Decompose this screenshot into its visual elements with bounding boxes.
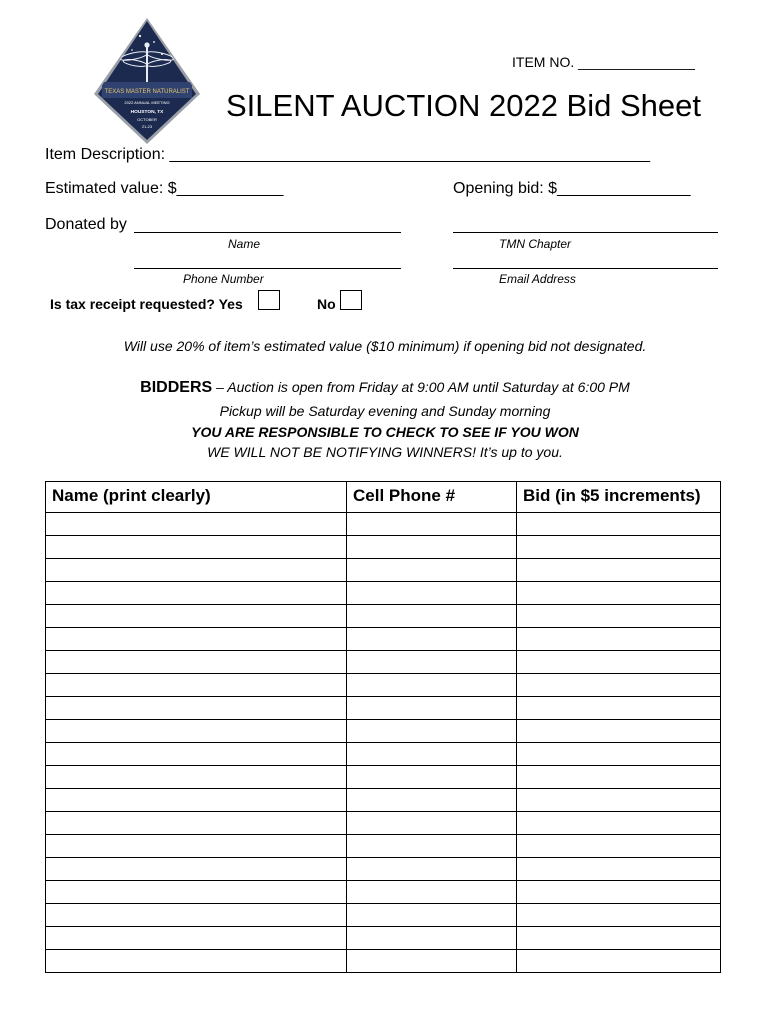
default-bid-note: Will use 20% of item’s estimated value ($10 minimum) if opening bid not designated. xyxy=(123,338,647,354)
bid-amount-cell[interactable] xyxy=(517,513,721,536)
bid-table-header xyxy=(46,482,721,513)
item-description-field[interactable]: Item Description: ______________________________________________________ xyxy=(45,146,650,163)
tmn-chapter-line[interactable] xyxy=(453,232,718,233)
tax-question-label: Is tax receipt requested? xyxy=(50,296,215,312)
bid-name-cell[interactable] xyxy=(46,904,347,927)
bid-phone-cell[interactable] xyxy=(347,743,517,766)
bid-amount-cell[interactable] xyxy=(517,720,721,743)
bid-phone-cell[interactable] xyxy=(347,536,517,559)
column-header-cell-phone: Cell Phone # xyxy=(347,482,517,513)
bid-amount-cell[interactable] xyxy=(517,950,721,973)
table-row xyxy=(46,513,721,536)
table-row xyxy=(46,720,721,743)
phone-number-line[interactable] xyxy=(134,268,401,269)
bid-phone-cell[interactable] xyxy=(347,766,517,789)
svg-text:HOUSTON, TX: HOUSTON, TX xyxy=(130,110,164,115)
bid-name-cell[interactable] xyxy=(46,789,347,812)
bid-amount-cell[interactable] xyxy=(517,766,721,789)
column-header-bid: Bid (in $5 increments) xyxy=(517,482,721,513)
svg-text:21-23: 21-23 xyxy=(141,124,153,129)
bid-name-cell[interactable] xyxy=(46,674,347,697)
bid-amount-cell[interactable] xyxy=(517,881,721,904)
bid-name-cell[interactable] xyxy=(46,950,347,973)
table-row xyxy=(46,766,721,789)
bid-phone-cell[interactable] xyxy=(347,697,517,720)
pickup-note: Pickup will be Saturday evening and Sunday morning xyxy=(219,403,551,419)
bid-amount-cell[interactable] xyxy=(517,904,721,927)
bid-amount-cell[interactable] xyxy=(517,927,721,950)
bid-amount-cell[interactable] xyxy=(517,536,721,559)
bid-amount-cell[interactable] xyxy=(517,651,721,674)
bid-name-cell[interactable] xyxy=(46,881,347,904)
bid-amount-cell[interactable] xyxy=(517,605,721,628)
bid-name-cell[interactable] xyxy=(46,927,347,950)
bidders-label: BIDDERS xyxy=(140,379,213,396)
bid-amount-cell[interactable] xyxy=(517,858,721,881)
table-row xyxy=(46,835,721,858)
email-address-line[interactable] xyxy=(453,268,718,269)
table-row xyxy=(46,697,721,720)
bid-phone-cell[interactable] xyxy=(347,605,517,628)
table-row xyxy=(46,582,721,605)
bid-amount-cell[interactable] xyxy=(517,559,721,582)
bid-name-cell[interactable] xyxy=(46,651,347,674)
bid-name-cell[interactable] xyxy=(46,720,347,743)
estimated-value-field[interactable]: Estimated value: $____________ xyxy=(45,180,284,197)
bid-amount-cell[interactable] xyxy=(517,812,721,835)
bid-name-cell[interactable] xyxy=(46,743,347,766)
tax-receipt-question xyxy=(50,296,243,312)
table-row xyxy=(46,743,721,766)
tax-no-checkbox[interactable] xyxy=(340,290,362,310)
tax-no-label: No xyxy=(317,296,336,312)
table-row xyxy=(46,927,721,950)
bid-phone-cell[interactable] xyxy=(347,582,517,605)
bid-phone-cell[interactable] xyxy=(347,513,517,536)
table-row xyxy=(46,674,721,697)
table-row xyxy=(46,950,721,973)
bid-table xyxy=(45,481,721,973)
bid-amount-cell[interactable] xyxy=(517,789,721,812)
donated-by-label: Donated by xyxy=(45,216,127,233)
bid-phone-cell[interactable] xyxy=(347,858,517,881)
bid-name-cell[interactable] xyxy=(46,766,347,789)
page-title: SILENT AUCTION 2022 Bid Sheet xyxy=(226,88,701,123)
bid-name-cell[interactable] xyxy=(46,582,347,605)
item-number-field[interactable]: ITEM NO. _______________ xyxy=(512,54,695,70)
bid-amount-cell[interactable] xyxy=(517,628,721,651)
responsible-note: YOU ARE RESPONSIBLE TO CHECK TO SEE IF YOU WON xyxy=(191,424,579,440)
donor-name-line[interactable] xyxy=(134,232,401,233)
svg-text:OCTOBER: OCTOBER xyxy=(137,117,157,122)
bid-phone-cell[interactable] xyxy=(347,559,517,582)
bid-name-cell[interactable] xyxy=(46,835,347,858)
svg-text:2022 ANNUAL MEETING: 2022 ANNUAL MEETING xyxy=(124,100,170,105)
bid-phone-cell[interactable] xyxy=(347,812,517,835)
table-row xyxy=(46,559,721,582)
bid-name-cell[interactable] xyxy=(46,812,347,835)
table-row xyxy=(46,651,721,674)
bid-name-cell[interactable] xyxy=(46,536,347,559)
bid-phone-cell[interactable] xyxy=(347,927,517,950)
bid-amount-cell[interactable] xyxy=(517,674,721,697)
bid-phone-cell[interactable] xyxy=(347,720,517,743)
table-row xyxy=(46,881,721,904)
table-row xyxy=(46,536,721,559)
bid-phone-cell[interactable] xyxy=(347,628,517,651)
name-caption: Name xyxy=(228,237,261,251)
bid-phone-cell[interactable] xyxy=(347,674,517,697)
phone-caption: Phone Number xyxy=(183,272,264,286)
bid-phone-cell[interactable] xyxy=(347,651,517,674)
bid-amount-cell[interactable] xyxy=(517,835,721,858)
bid-amount-cell[interactable] xyxy=(517,697,721,720)
bid-phone-cell[interactable] xyxy=(347,835,517,858)
bidders-note xyxy=(0,379,770,397)
opening-bid-field[interactable]: Opening bid: $_______________ xyxy=(453,180,691,197)
bid-name-cell[interactable] xyxy=(46,513,347,536)
bid-amount-cell[interactable] xyxy=(517,743,721,766)
bid-amount-cell[interactable] xyxy=(517,582,721,605)
tax-yes-checkbox[interactable] xyxy=(258,290,280,310)
table-row xyxy=(46,812,721,835)
table-row xyxy=(46,904,721,927)
bid-name-cell[interactable] xyxy=(46,628,347,651)
column-header-name: Name (print clearly) xyxy=(46,482,347,513)
tax-yes-label: Yes xyxy=(218,296,243,312)
bidders-text: – Auction is open from Friday at 9:00 AM until Saturday at 6:00 PM xyxy=(212,379,630,395)
bid-name-cell[interactable] xyxy=(46,858,347,881)
tmn-chapter-caption: TMN Chapter xyxy=(499,237,572,251)
bid-phone-cell[interactable] xyxy=(347,950,517,973)
bid-name-cell[interactable] xyxy=(46,559,347,582)
table-row xyxy=(46,858,721,881)
table-row xyxy=(46,605,721,628)
bid-name-cell[interactable] xyxy=(46,605,347,628)
bid-phone-cell[interactable] xyxy=(347,904,517,927)
email-caption: Email Address xyxy=(499,272,576,286)
bid-name-cell[interactable] xyxy=(46,697,347,720)
event-logo xyxy=(92,16,202,146)
bid-table-body xyxy=(46,513,721,973)
not-notifying-note: WE WILL NOT BE NOTIFYING WINNERS! It’s up to you. xyxy=(207,444,563,460)
dragonfly-icon xyxy=(92,16,202,146)
bid-phone-cell[interactable] xyxy=(347,789,517,812)
table-row xyxy=(46,789,721,812)
svg-text:TEXAS MASTER NATURALIST: TEXAS MASTER NATURALIST xyxy=(104,89,190,95)
table-row xyxy=(46,628,721,651)
bid-phone-cell[interactable] xyxy=(347,881,517,904)
